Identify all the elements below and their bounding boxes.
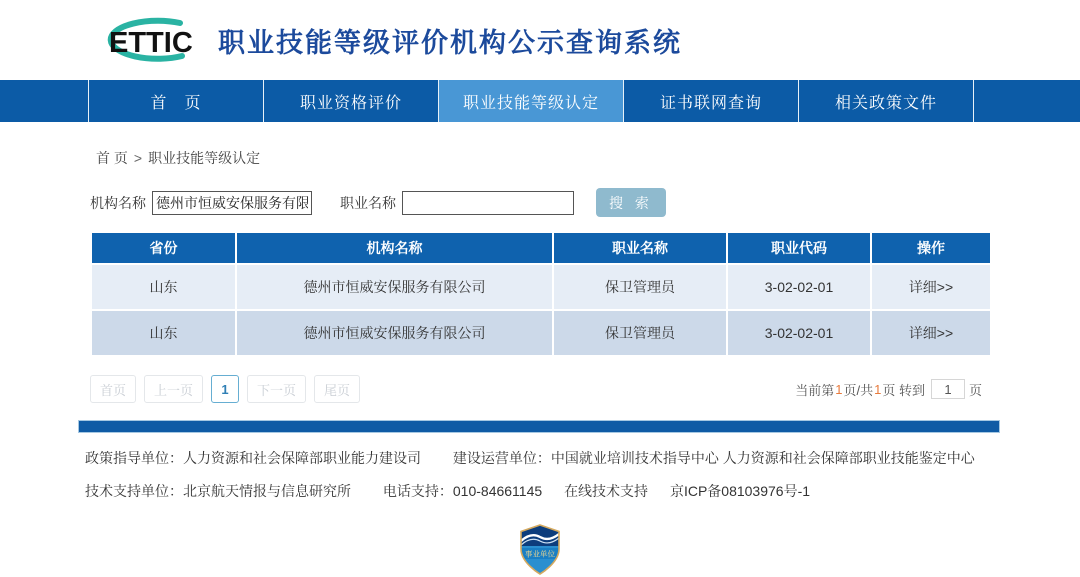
main-nav xyxy=(0,80,1080,122)
cell-province: 山东 xyxy=(92,311,235,355)
pager-status-mid: 页/共 xyxy=(843,382,874,398)
col-header-province: 省份 xyxy=(92,233,235,263)
online-support-link[interactable]: 在线技术支持 xyxy=(564,483,649,499)
footer-divider xyxy=(78,420,1000,433)
col-header-action: 操作 xyxy=(872,233,990,263)
col-header-code: 职业代码 xyxy=(728,233,870,263)
pager-status xyxy=(795,379,982,399)
phone-support-text: 电话支持：010-84661145 xyxy=(382,483,543,499)
icp-number-text: 京ICP备08103976号-1 xyxy=(669,483,811,499)
table-row xyxy=(92,265,990,309)
cell-job: 保卫管理员 xyxy=(554,311,726,355)
pager-total-page-number: 1 xyxy=(874,381,882,397)
org-name-label: 机构名称 xyxy=(90,194,146,211)
nav-item-skill-level-cert[interactable]: 职业技能等级认定 xyxy=(438,80,623,122)
pager-next-button[interactable]: 下一页 xyxy=(247,375,306,403)
nav-item-home[interactable]: 首 页 xyxy=(88,80,263,122)
footer-line-1 xyxy=(85,448,1080,468)
nav-filler xyxy=(973,80,1080,122)
col-header-job: 职业名称 xyxy=(554,233,726,263)
cell-code: 3-02-02-01 xyxy=(728,311,870,355)
pager-current-page-number: 1 xyxy=(835,381,843,397)
operate-unit-text: 建设运营单位：中国就业培训技术指导中心 人力资源和社会保障部职业技能鉴定中心 xyxy=(452,450,975,466)
pager-last-button[interactable]: 尾页 xyxy=(314,375,360,403)
tech-unit-text: 技术支持单位：北京航天情报与信息研究所 xyxy=(85,483,351,499)
pager-prev-button[interactable]: 上一页 xyxy=(144,375,203,403)
pagination xyxy=(90,375,982,403)
org-name-input[interactable] xyxy=(152,191,312,215)
detail-link[interactable]: 详细>> xyxy=(908,325,954,341)
job-name-input[interactable] xyxy=(402,191,574,215)
cell-code: 3-02-02-01 xyxy=(728,265,870,309)
institution-shield-icon xyxy=(518,523,562,577)
cell-job: 保卫管理员 xyxy=(554,265,726,309)
badge-label: 事业单位 xyxy=(525,549,555,559)
pager-status-prefix: 当前第 xyxy=(795,382,835,398)
breadcrumb-current: 职业技能等级认定 xyxy=(148,150,261,166)
goto-page-input[interactable] xyxy=(931,379,965,399)
breadcrumb-home-link[interactable]: 首 页 xyxy=(96,150,128,166)
table-row xyxy=(92,311,990,355)
search-form xyxy=(90,188,1080,217)
col-header-org: 机构名称 xyxy=(237,233,552,263)
detail-link[interactable]: 详细>> xyxy=(908,279,954,295)
nav-item-policy-files[interactable]: 相关政策文件 xyxy=(798,80,973,122)
pager-page-1-button[interactable]: 1 xyxy=(211,375,239,403)
breadcrumb xyxy=(96,148,1080,168)
search-button[interactable]: 搜 索 xyxy=(596,188,666,217)
nav-spacer xyxy=(0,80,88,122)
cettic-logo xyxy=(88,16,200,64)
table-header-row xyxy=(92,233,990,263)
job-name-label: 职业名称 xyxy=(340,194,396,211)
gov-badge[interactable] xyxy=(518,523,562,577)
page-title: 职业技能等级评价机构公示查询系统 xyxy=(218,27,682,58)
logo-text: ETTIC xyxy=(109,27,193,59)
goto-page-unit: 页 xyxy=(968,382,982,398)
footer-line-2 xyxy=(85,481,1080,501)
cell-org: 德州市恒威安保服务有限公司 xyxy=(237,265,552,309)
page-header xyxy=(0,0,1080,80)
pager-first-button[interactable]: 首页 xyxy=(90,375,136,403)
cell-org: 德州市恒威安保服务有限公司 xyxy=(237,311,552,355)
policy-unit-text: 政策指导单位：人力资源和社会保障部职业能力建设司 xyxy=(85,450,421,466)
nav-item-qualification-eval[interactable]: 职业资格评价 xyxy=(263,80,438,122)
result-table xyxy=(90,231,992,357)
pager-status-suffix: 页 转到 xyxy=(882,382,925,398)
breadcrumb-separator: > xyxy=(133,150,143,166)
cell-province: 山东 xyxy=(92,265,235,309)
nav-item-certificate-query[interactable]: 证书联网查询 xyxy=(623,80,798,122)
